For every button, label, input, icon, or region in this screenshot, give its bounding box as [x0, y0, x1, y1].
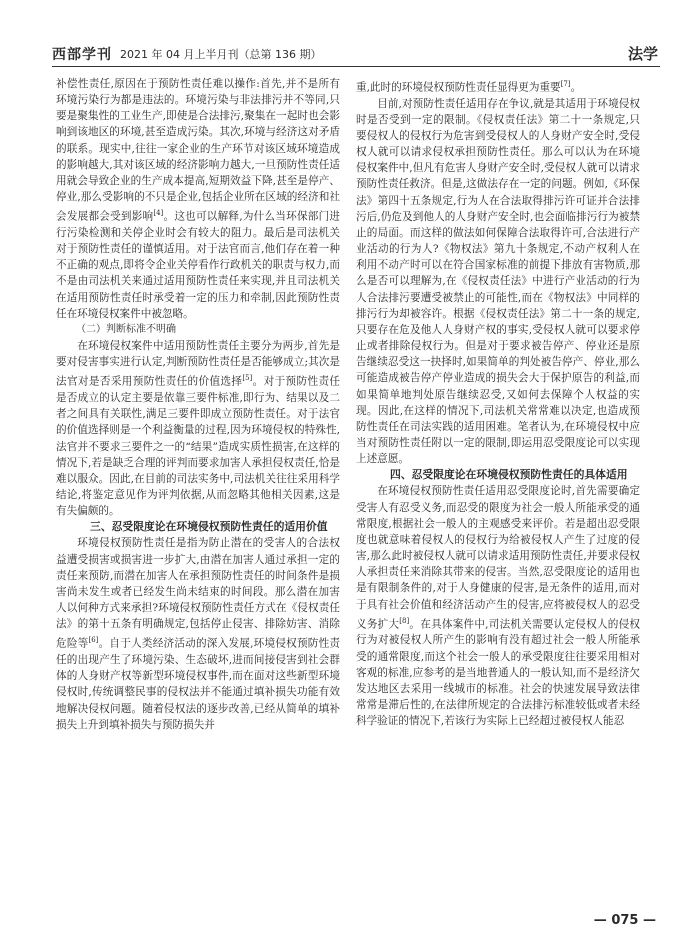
page-number: — 075 — [593, 913, 656, 928]
section-heading: 三、忍受限度论在环境侵权预防性责任的适用价值 [90, 520, 328, 534]
subheading: （二）判断标准不明确 [76, 323, 176, 335]
issue-info: 2021 年 04 月上半月刊（总第 136 期） [120, 48, 322, 61]
page-header [52, 40, 660, 67]
section-name: 法学 [627, 45, 658, 63]
paragraph: 环境侵权预防性责任是指为防止潜在的受害人的合法权益遭受损害或损害进一步扩大,由潜在加害人通过承担一定的责任来预防,而潜在加害人在承担预防性责任的时间条件是损害尚未发生或者已经发生尚未结束的时间段。那么潜在加害人以何种方式来承担?环境侵权预防性责任方式在《侵权责任法》的第十五条有明确规定,包括停止侵害、排除妨害、消除危险等[6]。自于人类经济活动的深入发展,环境侵权预防性责任的出现产生了环境污染、生态破坏,进而间接侵害到社会群体的人身财产权等新型环境侵权事件,而在面对这些新型环境侵权时,传统调整民事的侵权法并不能通过填补损失功能有效地解决侵权问题。随着侵权法的逐步改善,已经从简单的填补损失上升到填补损失与预防损失并 [56, 537, 341, 731]
journal-logo: 西部学刊 [52, 47, 112, 63]
section-heading: 四、忍受限度论在环境侵权预防性责任的具体适用 [390, 468, 628, 482]
paragraph: 补偿性责任,原因在于预防性责任难以操作:首先,并不是所有环境污染行为都是违法的。环境污染与非法排污并不等同,只要是聚集性的工业生产,即使是合法排污,聚集在一起时也会影响到该地区的环境,甚至造成污染。其次,环境与经济这对矛盾的联系。现实中,往往一家企业的生产环节对该区域环境造成的影响越大,其对该区域的经济影响力越大,一旦预防性责任适用就会导致企业的生产成本提高,短期效益下降,甚至是停产、停业,那么受影响的不只是企业,包括企业所在区域的经济和社会发展都会受到影响[4]。这也可以解释,为什么当环保部门进行污染检测和关停企业时会有较大的阻力。最后是司法机关对于预防性责任的谨慎适用。对于法官而言,他们存在着一种不正确的观点,即将令企业关停看作行政机关的职责与权力,而不是由司法机关来通过适用预防性责任来实现,并且司法机关在适用预防性责任时承受着一定的压力和牵制,因此预防性责任在环境侵权案件中被忽略。 [56, 78, 340, 320]
right-column [356, 76, 640, 729]
paragraph: 重,此时的环境侵权预防性责任显得更为重要[7]。 [356, 80, 582, 94]
left-column [56, 76, 340, 733]
paragraph: 在环境侵权预防性责任适用忍受限度论时,首先需要确定受害人有忍受义务,而忍受的限度为社会一般人所能承受的通常限度,根据社会一般人的主观感受来评价。若是超出忍受限度也就意味着侵权人的侵权行为给被侵权人产生了过度的侵害,那么此时被侵权人就可以请求适用预防性责任,并要求侵权人承担责任来消除其带来的侵害。当然,忍受限度论的适用也是有限制条件的,对于人身健康的侵害,是无条件的适用,而对于具有社会价值和经济活动产生的侵害,应将被侵权人的忍受义务扩大[8]。在具体案件中,司法机关需要认定侵权人的侵权行为对被侵权人所产生的影响有没有超过社会一般人所能承受的通常限度,而这个社会一般人的承受限度往往要采用相对客观的标准,应参考的是当地普通人的一般认知,而不是经济欠发达地区去采用一线城市的标准。社会的快速发展导致法律常常是滞后性的,在法律所规定的合法排污标准较低或者未经科学验证的情况下,若该行为实际上已经超过被侵权人能忍 [356, 485, 640, 728]
paragraph: 在环境侵权案件中适用预防性责任主要分为两步,首先是要对侵害事实进行认定,判断预防性责任是否能够成立;其次是法官对是否采用预防性责任的价值选择[5]。对于预防性责任是否成立的认定主要是依靠三要件标准,即行为、结果以及二者之间具有关联性,满足三要件即成立预防性责任。对于法官的价值选择则是一个利益衡量的过程,因为环境侵权的特殊性,法官并不要求三要件之一的“结果”造成实质性损害,在这样的情况下,若是缺乏合理的评判而要求加害人承担侵权责任,恰是难以服众。因此,在目前的司法实务中,司法机关往往采用科学结论,将鉴定意见作为评判依据,从而忽略其他相关因素,这是有失偏颇的。 [56, 340, 341, 518]
paragraph: 目前,对预防性责任适用存在争议,就是其适用于环境侵权时是否受到一定的限制。《侵权责任法》第二十一条规定,只要侵权人的侵权行为危害到受侵权人的人身财产安全时,受侵权人就可以请求侵权承担预防性责任。那么可以认为在环境侵权案件中,但凡有危害人身财产安全时,受侵权人就可以请求预防性责任救济。但是,这做法存在一定的问题。例如,《环保法》第四十五条规定,行为人在合法取得排污许可证并合法排污后,仍危及到他人的人身财产安全时,也会面临排污行为被禁止的局面。而这样的做法如何保障合法取得许可,合法进行产业活动的行为人?《物权法》第九十条规定,不动产权利人在利用不动产时可以在符合国家标准的前提下排放有害物质,那么是否可以理解为,在《侵权责任法》中进行产业活动的行为人合法排污要遭受被禁止的可能性,而在《物权法》中同样的排污行为却被容许。根据《侵权责任法》第二十一条的规定,只要存在危及他人人身财产权的事实,受侵权人就可以要求停止或者排除侵权行为。但是对于要求被告停产、停业还是原告继续忍受这一抉择时,如果简单的判处被告停产、停业,那么可能造成被告停产停业造成的损失会大于保护原告的利益,而如果简单地判处原告继续忍受,又如何去保障个人权益的实现。因此,在这样的情况下,司法机关常常难以决定,也造成预防性责任在司法实践的适用困难。笔者认为,在环境侵权中应当对预防性责任附以一定的限制,即运用忍受限度论可以实现上述意愿。 [356, 97, 640, 466]
